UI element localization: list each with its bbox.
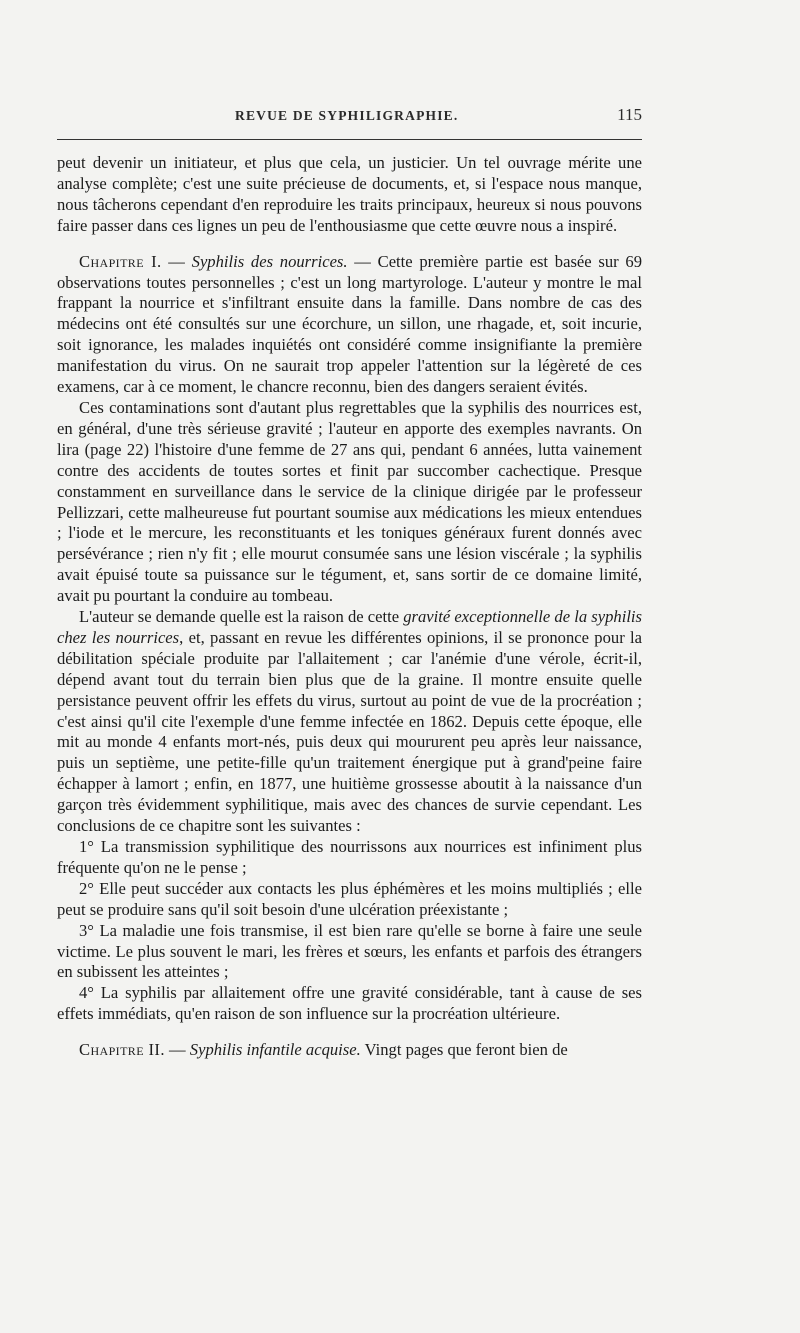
page-number: 115 bbox=[617, 105, 642, 124]
chapter-1-paragraph bbox=[57, 252, 642, 398]
paragraph-contaminations: Ces contaminations sont d'autant plus regrettables que la syphilis des nourrices est, en général, d'une très sérieuse gravité ; l'auteur en apporte des exemples navrants. On lira (page 22) l'histoire d'une femme de 27 ans qui, pendant 6 années, lutta vainement contre des accidents de toutes sortes et finit par succomber cachectique. Presque constamment en surveillance dans le service de la clinique dirigée par le professeur Pellizzari, cette malheureuse fut pourtant soumise aux médications les mieux entendues ; l'iode et le mercure, les reconstituants et les toniques généraux furent donnés avec persévérance ; rien n'y fit ; elle mourut consumée sans une lésion viscérale ; la syphilis avait épuisé toute sa puissance sur le tégument, et, sans sortir de ce domaine limité, avait pu pourtant la conduire au tombeau. bbox=[57, 397, 642, 606]
conclusion-3: 3° La maladie une fois transmise, il est bien rare qu'elle se borne à faire une seule victime. Le plus souvent le mari, les frères et sœurs, les enfants et parfois des étrangers en subissent les atteintes ; bbox=[57, 920, 642, 982]
gravite-text-b: , et, passant en revue les différentes opinions, il se prononce pour la débilitation spéciale produite par l'allaitement ; car l'anémie d'une vérole, écrit-il, dépend avant tout du terrain bien plus que de la graine. Il montre ensuite quelle persistance peuvent offrir les effets du virus, surtout au point de vue de la procréation ; c'est ainsi qu'il cite l'exemple d'une femme infectée en 1862. Depuis cette époque, elle mit au monde 4 enfants mort-nés, puis deux qui moururent peu après leur naissance, puis un septième, une petite-fille qu'un traitement énergique put à grand'peine faire échapper à lamort ; enfin, en 1877, une huitième grossesse aboutit à la naissance d'un garçon très évidemment syphilitique, mais avec des chances de survie cependant. Les conclusions de ce chapitre sont les suivantes : bbox=[57, 627, 642, 836]
chapter-2-label: Chapitre II. bbox=[79, 1040, 165, 1060]
running-head bbox=[57, 105, 642, 132]
conclusion-2: 2° Elle peut succéder aux contacts les plus éphémères et les moins multipliés ; elle peut se produire sans qu'il soit besoin d'une ulcération préexistante ; bbox=[57, 878, 642, 919]
body-text bbox=[57, 153, 642, 1061]
gravite-text-a: L'auteur se demande quelle est la raison de cette bbox=[79, 607, 404, 627]
gravite-italic: gravité exceptionnelle de la syphilis chez les nourrices bbox=[57, 607, 642, 647]
paragraph-gravite bbox=[57, 607, 642, 837]
chapter-1-dash: — bbox=[161, 251, 192, 271]
chapter-1-text: — Cette première partie est basée sur 69 observations toutes personnelles ; c'est un long martyrologe. L'auteur y montre le mal frappant la nourrice et s'infiltrant ensuite dans la famille. Dans nombre de cas des médecins ont été consultés sur une écorchure, un sillon, une rhagade, et, soit incurie, soit ignorance, les malades inquiétés ont considéré comme insignifiante la première manifestation du virus. On ne saurait trop appeler l'attention sur la légèreté de ces examens, car à ce moment, le chancre reconnu, bien des dangers seraient évités. bbox=[57, 251, 642, 397]
paragraph-intro: peut devenir un initiateur, et plus que cela, un justicier. Un tel ouvrage mérite une analyse complète; c'est une suite précieuse de documents, et, si l'espace nous manque, nous tâcherons cependant d'en reproduire les traits principaux, heureux si nous pouvons faire passer dans ces lignes un peu de l'enthousiasme que cette œuvre nous a inspiré. bbox=[57, 153, 642, 235]
conclusion-1: 1° La transmission syphilitique des nourrissons aux nourrices est infiniment plus fréquente qu'on ne le pense ; bbox=[57, 837, 642, 877]
chapter-2-dash: — bbox=[164, 1040, 190, 1060]
conclusion-4: 4° La syphilis par allaitement offre une gravité considérable, tant à cause de ses effets immédiats, qu'en raison de son influence sur la procréation ultérieure. bbox=[57, 983, 642, 1024]
running-title: REVUE DE SYPHILIGRAPHIE. bbox=[235, 108, 459, 123]
chapter-2-paragraph bbox=[57, 1040, 642, 1061]
chapter-1-title: Syphilis des nourrices. bbox=[191, 251, 348, 271]
chapter-2-text: Vingt pages que feront bien de bbox=[360, 1040, 568, 1060]
chapter-2-title: Syphilis infantile acquise. bbox=[189, 1040, 361, 1060]
header-rule bbox=[57, 139, 642, 140]
chapter-1-label: Chapitre I. bbox=[79, 251, 162, 271]
